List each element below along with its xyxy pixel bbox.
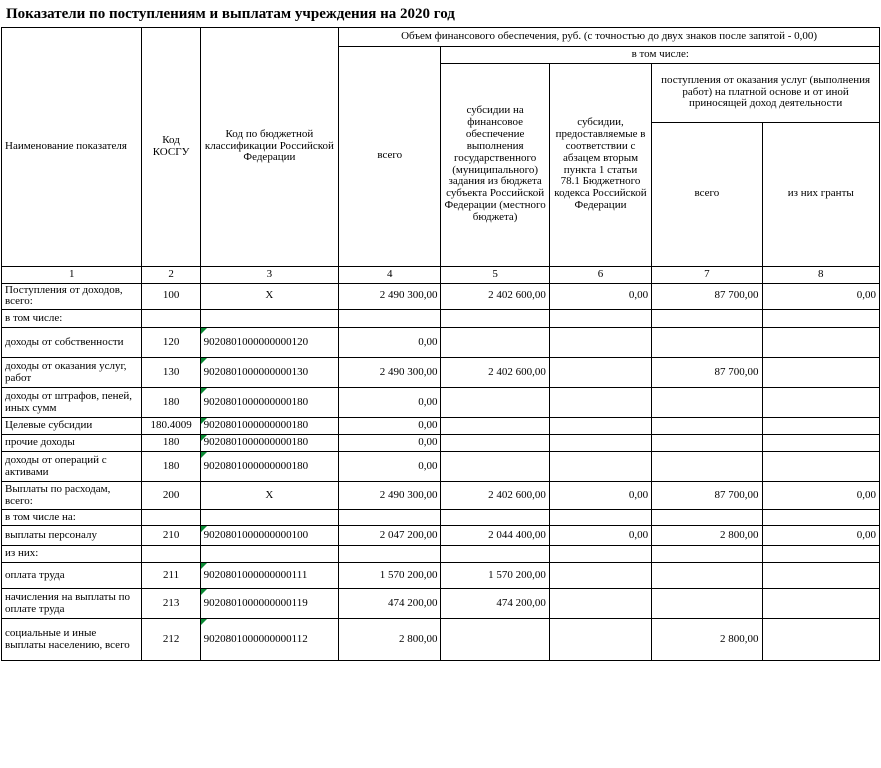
column-number-8: 8	[762, 266, 879, 283]
row-label: доходы от собственности	[2, 328, 142, 358]
row-amount-paid-grants	[762, 418, 879, 435]
row-amount-paid-grants	[762, 452, 879, 482]
row-amount-subsidy-781	[549, 310, 651, 328]
row-amount-subsidy-state-task: 2 402 600,00	[441, 283, 549, 310]
row-amount-paid-grants: 0,00	[762, 283, 879, 310]
row-label: начисления на выплаты по оплате труда	[2, 589, 142, 619]
table-header-row-group	[2, 27, 880, 46]
table-row	[2, 482, 880, 510]
row-amount-subsidy-state-task: 2 402 600,00	[441, 482, 549, 510]
row-amount-paid-total	[652, 310, 762, 328]
row-budget-classification-code: 9020801000000000111	[200, 563, 338, 589]
row-amount-subsidy-state-task	[441, 619, 549, 661]
row-label: Выплаты по расходам, всего:	[2, 482, 142, 510]
row-amount-total: 0,00	[339, 435, 441, 452]
table-row	[2, 283, 880, 310]
row-kosgu-code	[142, 310, 200, 328]
header-cell-subsidy-781: субсидии, предоставляемые в соответствии с абзацем вторым пункта 1 статьи 78.1 Бюджетного кодекса Российской Федерации	[549, 63, 651, 266]
row-amount-subsidy-781	[549, 328, 651, 358]
row-amount-subsidy-state-task	[441, 435, 549, 452]
row-kosgu-code	[142, 510, 200, 526]
row-kosgu-code: 200	[142, 482, 200, 510]
row-kosgu-code: 180	[142, 435, 200, 452]
row-amount-paid-grants: 0,00	[762, 482, 879, 510]
row-amount-subsidy-state-task	[441, 328, 549, 358]
row-kosgu-code: 120	[142, 328, 200, 358]
row-amount-total: 0,00	[339, 452, 441, 482]
row-kosgu-code: 212	[142, 619, 200, 661]
row-amount-paid-total	[652, 589, 762, 619]
row-amount-paid-grants: 0,00	[762, 526, 879, 546]
row-kosgu-code: 180	[142, 388, 200, 418]
row-amount-paid-grants	[762, 388, 879, 418]
row-budget-classification-code: 9020801000000000180	[200, 388, 338, 418]
row-kosgu-code: 180.4009	[142, 418, 200, 435]
row-amount-total: 0,00	[339, 418, 441, 435]
row-budget-classification-code: 9020801000000000120	[200, 328, 338, 358]
row-amount-paid-total: 87 700,00	[652, 482, 762, 510]
row-amount-paid-grants	[762, 546, 879, 563]
header-cell-budget-classification: Код по бюджетной классификации Российской Федерации	[200, 27, 338, 266]
header-cell-volume-group: Объем финансового обеспечения, руб. (с точностью до двух знаков после запятой - 0,00)	[339, 27, 880, 46]
row-amount-subsidy-state-task	[441, 452, 549, 482]
row-budget-classification-code: X	[200, 283, 338, 310]
row-budget-classification-code: 9020801000000000130	[200, 358, 338, 388]
row-amount-paid-total: 2 800,00	[652, 619, 762, 661]
column-number-5: 5	[441, 266, 549, 283]
table-row	[2, 510, 880, 526]
column-number-7: 7	[652, 266, 762, 283]
row-amount-subsidy-state-task: 1 570 200,00	[441, 563, 549, 589]
row-amount-paid-grants	[762, 328, 879, 358]
row-amount-total	[339, 510, 441, 526]
row-amount-total	[339, 546, 441, 563]
row-budget-classification-code: X	[200, 482, 338, 510]
table-row	[2, 563, 880, 589]
table-body	[2, 283, 880, 661]
row-amount-paid-total	[652, 388, 762, 418]
row-kosgu-code: 130	[142, 358, 200, 388]
row-label: в том числе:	[2, 310, 142, 328]
row-amount-paid-grants	[762, 619, 879, 661]
row-amount-paid-total	[652, 435, 762, 452]
row-label: доходы от операций с активами	[2, 452, 142, 482]
row-amount-paid-total: 2 800,00	[652, 526, 762, 546]
row-amount-paid-total	[652, 563, 762, 589]
row-amount-paid-grants	[762, 510, 879, 526]
row-amount-total: 1 570 200,00	[339, 563, 441, 589]
header-cell-total: всего	[339, 46, 441, 266]
table-row	[2, 452, 880, 482]
row-amount-paid-grants	[762, 563, 879, 589]
row-label: оплата труда	[2, 563, 142, 589]
header-cell-including: в том числе:	[441, 46, 880, 63]
table-row	[2, 310, 880, 328]
row-label: доходы от оказания услуг, работ	[2, 358, 142, 388]
table-row	[2, 546, 880, 563]
column-number-6: 6	[549, 266, 651, 283]
header-cell-paid-grants: из них гранты	[762, 122, 879, 266]
row-label: прочие доходы	[2, 435, 142, 452]
row-amount-total: 2 800,00	[339, 619, 441, 661]
column-number-1: 1	[2, 266, 142, 283]
row-amount-paid-total	[652, 546, 762, 563]
row-budget-classification-code	[200, 510, 338, 526]
row-kosgu-code: 180	[142, 452, 200, 482]
table-row	[2, 388, 880, 418]
row-kosgu-code: 100	[142, 283, 200, 310]
row-amount-subsidy-781	[549, 388, 651, 418]
row-amount-total: 474 200,00	[339, 589, 441, 619]
row-amount-subsidy-781: 0,00	[549, 482, 651, 510]
row-amount-total: 2 490 300,00	[339, 283, 441, 310]
row-label: доходы от штрафов, пеней, иных сумм	[2, 388, 142, 418]
row-budget-classification-code: 9020801000000000112	[200, 619, 338, 661]
row-amount-subsidy-781	[549, 563, 651, 589]
header-cell-kosgu: Код КОСГУ	[142, 27, 200, 266]
row-amount-paid-grants	[762, 358, 879, 388]
row-budget-classification-code: 9020801000000000180	[200, 452, 338, 482]
row-amount-subsidy-781	[549, 418, 651, 435]
row-budget-classification-code: 9020801000000000180	[200, 435, 338, 452]
row-amount-subsidy-781	[549, 435, 651, 452]
row-label: в том числе на:	[2, 510, 142, 526]
row-amount-subsidy-state-task: 2 402 600,00	[441, 358, 549, 388]
row-label: социальные и иные выплаты населению, всего	[2, 619, 142, 661]
header-cell-paid-services: поступления от оказания услуг (выполнения работ) на платной основе и от иной приносящей доход деятельности	[652, 63, 880, 122]
row-amount-total: 2 490 300,00	[339, 482, 441, 510]
row-amount-subsidy-state-task	[441, 510, 549, 526]
row-amount-paid-total: 87 700,00	[652, 358, 762, 388]
row-amount-subsidy-781: 0,00	[549, 283, 651, 310]
row-amount-subsidy-781: 0,00	[549, 526, 651, 546]
row-amount-paid-grants	[762, 589, 879, 619]
row-budget-classification-code: 9020801000000000100	[200, 526, 338, 546]
financial-indicators-table	[1, 27, 880, 662]
row-amount-paid-grants	[762, 435, 879, 452]
row-amount-subsidy-state-task	[441, 388, 549, 418]
table-row	[2, 328, 880, 358]
header-cell-paid-total: всего	[652, 122, 762, 266]
row-amount-subsidy-781	[549, 358, 651, 388]
row-budget-classification-code	[200, 310, 338, 328]
page-title: Показатели по поступлениям и выплатам учреждения на 2020 год	[6, 6, 455, 22]
row-label: Поступления от доходов, всего:	[2, 283, 142, 310]
row-amount-total: 2 047 200,00	[339, 526, 441, 546]
row-amount-paid-total	[652, 328, 762, 358]
row-amount-paid-total: 87 700,00	[652, 283, 762, 310]
row-kosgu-code: 210	[142, 526, 200, 546]
row-kosgu-code: 213	[142, 589, 200, 619]
row-amount-subsidy-state-task	[441, 546, 549, 563]
row-label: из них:	[2, 546, 142, 563]
table-row	[2, 526, 880, 546]
row-amount-subsidy-781	[549, 510, 651, 526]
row-amount-paid-grants	[762, 310, 879, 328]
row-budget-classification-code: 9020801000000000119	[200, 589, 338, 619]
row-amount-paid-total	[652, 418, 762, 435]
row-amount-total: 2 490 300,00	[339, 358, 441, 388]
column-number-2: 2	[142, 266, 200, 283]
table-row	[2, 435, 880, 452]
row-kosgu-code	[142, 546, 200, 563]
row-amount-subsidy-state-task: 2 044 400,00	[441, 526, 549, 546]
table-row	[2, 358, 880, 388]
row-amount-total	[339, 310, 441, 328]
table-row	[2, 418, 880, 435]
row-budget-classification-code	[200, 546, 338, 563]
table-row	[2, 589, 880, 619]
header-cell-subsidy-state-task: субсидии на финансовое обеспечение выполнения государственного (муниципального) задания из бюджета субъекта Российской Федерации (местного бюджета)	[441, 63, 549, 266]
row-amount-total: 0,00	[339, 388, 441, 418]
row-amount-subsidy-state-task	[441, 310, 549, 328]
header-cell-name: Наименование показателя	[2, 27, 142, 266]
row-amount-subsidy-781	[549, 546, 651, 563]
row-amount-subsidy-781	[549, 619, 651, 661]
row-budget-classification-code: 9020801000000000180	[200, 418, 338, 435]
row-amount-total: 0,00	[339, 328, 441, 358]
row-amount-paid-total	[652, 510, 762, 526]
row-kosgu-code: 211	[142, 563, 200, 589]
table-column-numbers-row	[2, 266, 880, 283]
row-amount-paid-total	[652, 452, 762, 482]
row-label: Целевые субсидии	[2, 418, 142, 435]
row-amount-subsidy-781	[549, 589, 651, 619]
column-number-4: 4	[339, 266, 441, 283]
column-number-3: 3	[200, 266, 338, 283]
table-row	[2, 619, 880, 661]
row-label: выплаты персоналу	[2, 526, 142, 546]
row-amount-subsidy-state-task: 474 200,00	[441, 589, 549, 619]
row-amount-subsidy-781	[549, 452, 651, 482]
row-amount-subsidy-state-task	[441, 418, 549, 435]
